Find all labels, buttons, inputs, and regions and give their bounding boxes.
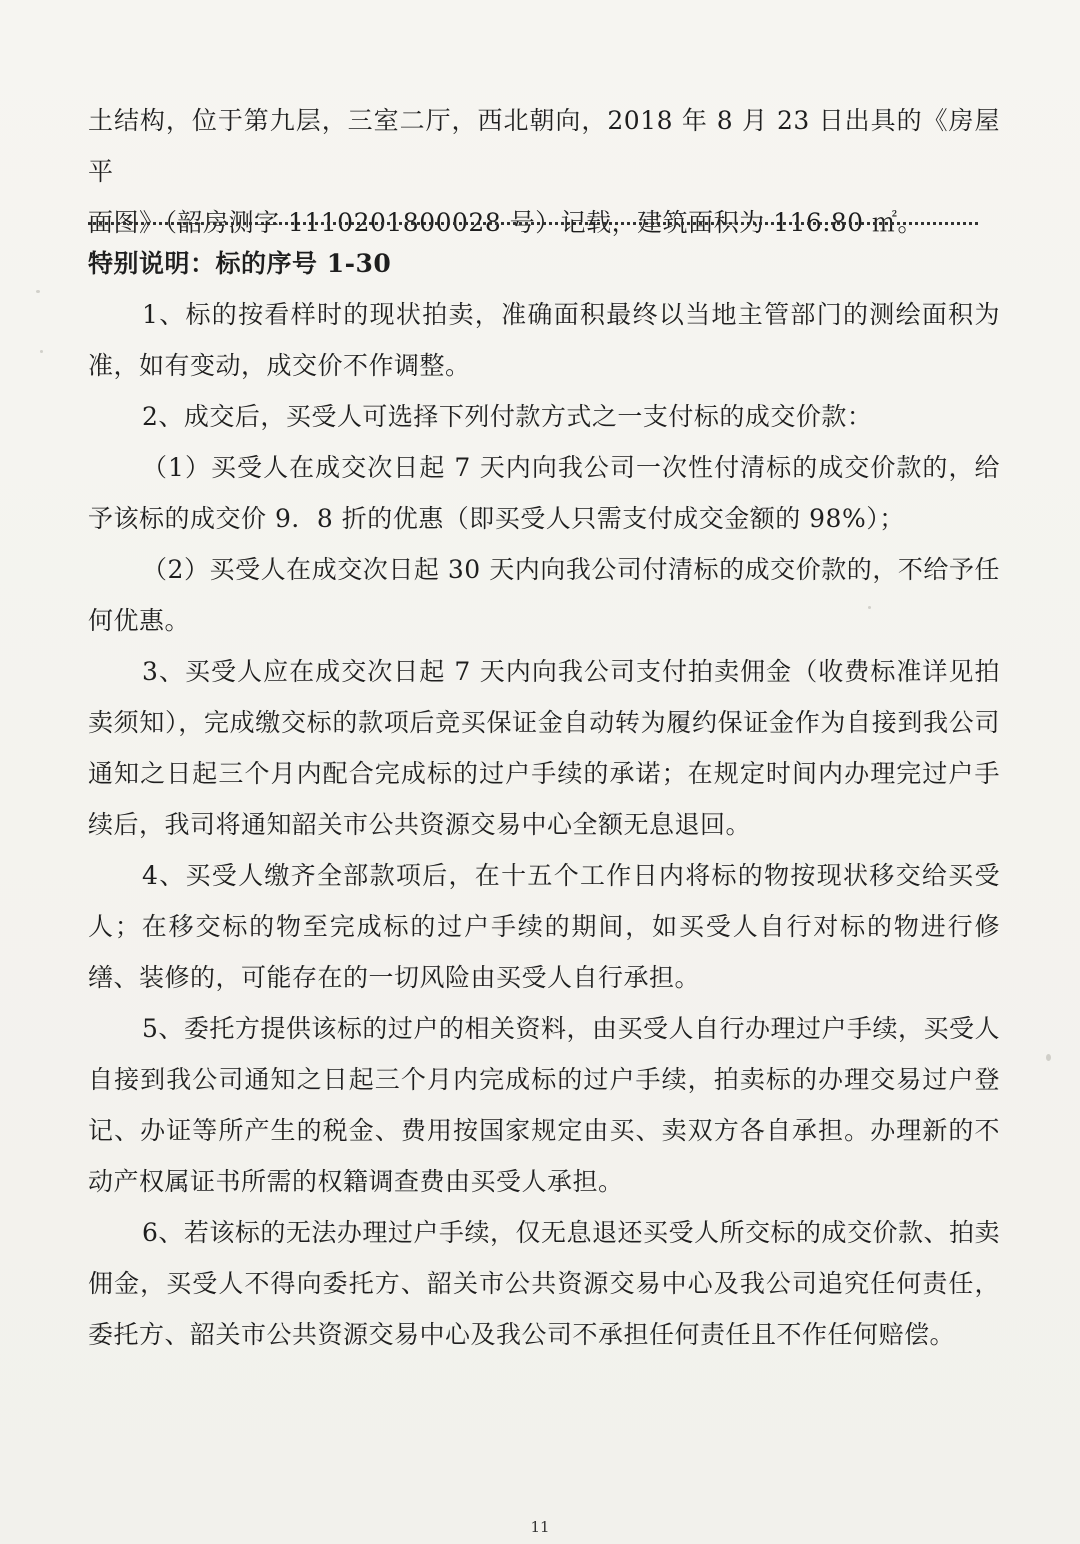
intro-line-1: 土结构，位于第九层，三室二厅，西北朝向，2018 年 8 月 23 日出具的《房屋平 [88, 106, 1000, 186]
intro-line-2: 面图》（韶房测字 1110201800028 号）记载，建筑面积为 116.80 ㎡。 [88, 208, 924, 237]
scan-speck [868, 606, 871, 609]
note-item-1: 1、标的按看样时的现状拍卖，准确面积最终以当地主管部门的测绘面积为准，如有变动，成交价不作调整。 [88, 300, 1000, 380]
scan-speck [36, 290, 40, 293]
special-note-list [88, 289, 1000, 1360]
note-item-4: 4、买受人缴齐全部款项后，在十五个工作日内将标的物按现状移交给买受人；在移交标的物至完成标的过户手续的期间，如买受人自行对标的物进行修缮、装修的，可能存在的一切风险由买受人自行承担。 [88, 861, 1000, 992]
note-item-2: 2、成交后，买受人可选择下列付款方式之一支付标的成交价款： [142, 402, 873, 431]
scan-speck [40, 350, 43, 353]
note-item-6: 6、若该标的无法办理过户手续，仅无息退还买受人所交标的成交价款、拍卖佣金，买受人不得向委托方、韶关市公共资源交易中心及我公司追究任何责任，委托方、韶关市公共资源交易中心及我公司不承担任何责任且不作任何赔偿。 [88, 1218, 1000, 1349]
note-item-2-option-2: （2）买受人在成交次日起 30 天内向我公司付清标的成交价款的，不给予任何优惠。 [88, 555, 1000, 635]
note-item-5: 5、委托方提供该标的过户的相关资料，由买受人自行办理过户手续，买受人自接到我公司通知之日起三个月内完成标的过户手续，拍卖标的办理交易过户登记、办证等所产生的税金、费用按国家规定由买、卖双方各自承担。办理新的不动产权属证书所需的权籍调查费由买受人承担。 [88, 1014, 1000, 1196]
special-note-heading: 特别说明：标的序号 1-30 [88, 249, 392, 278]
note-item-2-option-1: （1）买受人在成交次日起 7 天内向我公司一次性付清标的成交价款的，给予该标的成交价 9．8 折的优惠（即买受人只需支付成交金额的 98%）； [88, 453, 1000, 533]
dotted-divider [88, 222, 978, 225]
intro-paragraph [88, 95, 1000, 248]
page-number: 11 [530, 1518, 550, 1536]
scan-speck [1046, 1054, 1051, 1061]
note-item-3: 3、买受人应在成交次日起 7 天内向我公司支付拍卖佣金（收费标准详见拍卖须知），完成缴交标的款项后竞买保证金自动转为履约保证金作为自接到我公司通知之日起三个月内配合完成标的过户手续的承诺；在规定时间内办理完过户手续后，我司将通知韶关市公共资源交易中心全额无息退回。 [88, 657, 1000, 839]
